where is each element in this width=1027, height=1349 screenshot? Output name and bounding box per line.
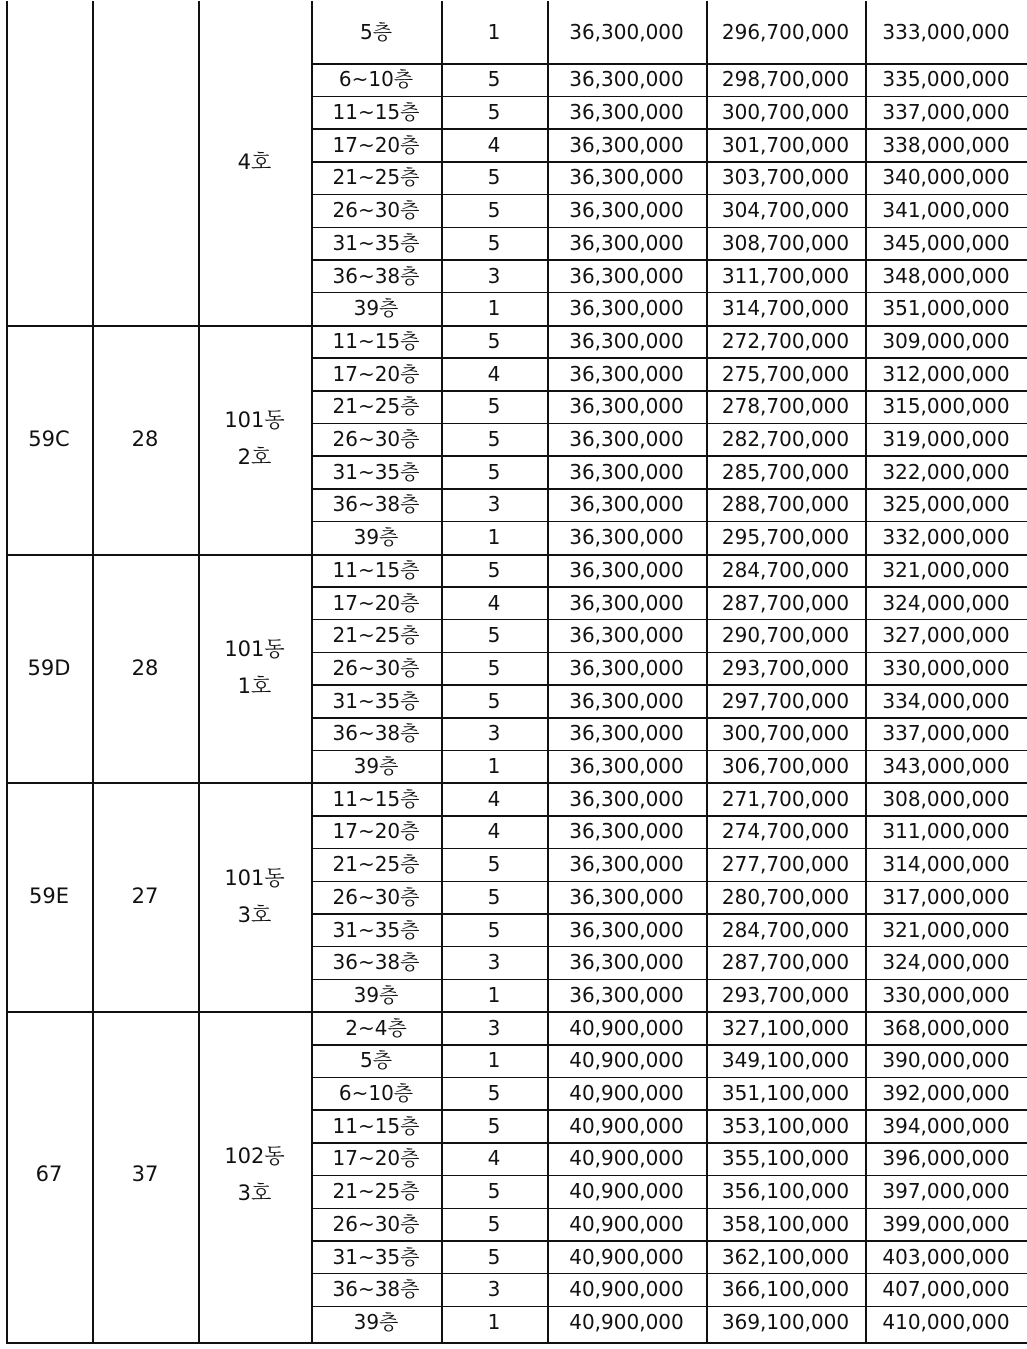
- total-price-cell: 410,000,000: [882, 1309, 1010, 1334]
- building-unit-line: 101동: [224, 637, 285, 662]
- unit-type: 59D: [27, 655, 71, 680]
- floor-cell: 17~20층: [332, 819, 420, 844]
- total-price-cell: 315,000,000: [882, 394, 1010, 419]
- floor-cell: 31~35층: [332, 230, 420, 255]
- building-unit-line: 101동: [224, 866, 285, 891]
- unit-type: 59E: [29, 884, 69, 909]
- land-price-cell: 36,300,000: [569, 198, 684, 223]
- land-price-cell: 36,300,000: [569, 786, 684, 811]
- land-price-cell: 36,300,000: [569, 361, 684, 386]
- building-price-cell: 304,700,000: [721, 198, 850, 223]
- units-cell: 5: [487, 198, 501, 223]
- land-price-cell: 40,900,000: [569, 1211, 684, 1236]
- land-price-cell: 36,300,000: [569, 20, 684, 44]
- land-price-cell: 36,300,000: [569, 884, 684, 909]
- total-price-cell: 330,000,000: [882, 655, 1010, 680]
- units-cell: 5: [487, 230, 501, 255]
- total-price-cell: 308,000,000: [882, 786, 1010, 811]
- floor-cell: 26~30층: [332, 427, 420, 452]
- units-cell: 4: [487, 819, 501, 844]
- units-cell: 5: [487, 165, 501, 190]
- units-cell: 5: [487, 100, 501, 125]
- floor-cell: 26~30층: [332, 198, 420, 223]
- building-price-cell: 353,100,000: [721, 1113, 850, 1138]
- floor-cell: 26~30층: [332, 884, 420, 909]
- land-price-cell: 36,300,000: [569, 557, 684, 582]
- total-price-cell: 338,000,000: [882, 132, 1010, 157]
- total-price-cell: 368,000,000: [882, 1015, 1010, 1040]
- land-price-cell: 36,300,000: [569, 492, 684, 517]
- floor-cell: 17~20층: [332, 590, 420, 615]
- floor-cell: 11~15층: [332, 557, 420, 582]
- unit-type: 67: [35, 1162, 63, 1187]
- total-price-cell: 335,000,000: [882, 67, 1010, 92]
- total-price-cell: 314,000,000: [882, 852, 1010, 877]
- building-unit-line: 1호: [237, 673, 272, 698]
- floor-cell: 6~10층: [338, 67, 414, 92]
- floor-cell: 11~15층: [332, 100, 420, 125]
- total-price-cell: 345,000,000: [882, 230, 1010, 255]
- building-price-cell: 358,100,000: [721, 1211, 850, 1236]
- land-price-cell: 36,300,000: [569, 263, 684, 288]
- units-cell: 5: [487, 394, 501, 419]
- building-price-cell: 298,700,000: [721, 67, 850, 92]
- total-price-cell: 396,000,000: [882, 1146, 1010, 1171]
- building-price-cell: 277,700,000: [721, 852, 850, 877]
- floor-cell: 2~4층: [345, 1015, 407, 1040]
- floor-cell: 11~15층: [332, 328, 420, 353]
- building-price-cell: 271,700,000: [721, 786, 850, 811]
- units-cell: 5: [487, 427, 501, 452]
- units-cell: 5: [487, 1179, 501, 1204]
- floor-cell: 17~20층: [332, 361, 420, 386]
- units-cell: 5: [487, 917, 501, 942]
- units-cell: 4: [487, 786, 501, 811]
- land-price-cell: 36,300,000: [569, 328, 684, 353]
- land-price-cell: 40,900,000: [569, 1277, 684, 1302]
- total-units: 28: [131, 655, 159, 680]
- land-price-cell: 36,300,000: [569, 525, 684, 550]
- building-price-cell: 349,100,000: [721, 1048, 850, 1073]
- building-unit: [198, 1, 311, 325]
- floor-cell: 31~35층: [332, 459, 420, 484]
- building-price-cell: 300,700,000: [721, 721, 850, 746]
- land-price-cell: 36,300,000: [569, 950, 684, 975]
- total-units: 27: [131, 884, 159, 909]
- total-price-cell: 392,000,000: [882, 1081, 1010, 1106]
- units-cell: 5: [487, 884, 501, 909]
- building-price-cell: 288,700,000: [721, 492, 850, 517]
- land-price-cell: 40,900,000: [569, 1113, 684, 1138]
- building-price-cell: 327,100,000: [721, 1015, 850, 1040]
- unit-type: 59C: [28, 426, 70, 451]
- floor-cell: 39층: [353, 754, 399, 779]
- land-price-cell: 36,300,000: [569, 721, 684, 746]
- total-units: 28: [131, 426, 159, 451]
- units-cell: 5: [487, 688, 501, 713]
- building-price-cell: 282,700,000: [721, 427, 850, 452]
- units-cell: 5: [487, 655, 501, 680]
- floor-cell: 21~25층: [332, 165, 420, 190]
- total-price-cell: 321,000,000: [882, 557, 1010, 582]
- floor-cell: 36~38층: [332, 263, 420, 288]
- total-price-cell: 394,000,000: [882, 1113, 1010, 1138]
- building-price-cell: 280,700,000: [721, 884, 850, 909]
- building-unit-line: 2호: [237, 445, 272, 470]
- land-price-cell: 40,900,000: [569, 1081, 684, 1106]
- units-cell: 4: [487, 361, 501, 386]
- row-border: [6, 1342, 1027, 1344]
- floor-cell: 6~10층: [338, 1081, 414, 1106]
- floor-cell: 21~25층: [332, 394, 420, 419]
- unit-type: [6, 1, 92, 325]
- units-cell: 4: [487, 590, 501, 615]
- building-price-cell: 296,700,000: [721, 20, 850, 44]
- units-cell: 5: [487, 1113, 501, 1138]
- building-price-cell: 287,700,000: [721, 950, 850, 975]
- land-price-cell: 36,300,000: [569, 688, 684, 713]
- land-price-cell: 36,300,000: [569, 230, 684, 255]
- units-cell: 1: [487, 754, 501, 779]
- building-price-cell: 301,700,000: [721, 132, 850, 157]
- floor-cell: 39층: [353, 1309, 399, 1334]
- units-cell: 5: [487, 1211, 501, 1236]
- total-price-cell: 324,000,000: [882, 950, 1010, 975]
- total-price-cell: 333,000,000: [882, 20, 1010, 44]
- units-cell: 5: [487, 459, 501, 484]
- building-price-cell: 272,700,000: [721, 328, 850, 353]
- total-price-cell: 340,000,000: [882, 165, 1010, 190]
- floor-cell: 21~25층: [332, 852, 420, 877]
- building-unit: [198, 1011, 311, 1338]
- land-price-cell: 36,300,000: [569, 982, 684, 1007]
- land-price-cell: 40,900,000: [569, 1179, 684, 1204]
- units-cell: 3: [487, 1277, 501, 1302]
- floor-cell: 11~15층: [332, 786, 420, 811]
- units-cell: 5: [487, 623, 501, 648]
- land-price-cell: 36,300,000: [569, 394, 684, 419]
- floor-cell: 21~25층: [332, 1179, 420, 1204]
- units-cell: 3: [487, 721, 501, 746]
- total-price-cell: 309,000,000: [882, 328, 1010, 353]
- floor-cell: 21~25층: [332, 623, 420, 648]
- building-price-cell: 369,100,000: [721, 1309, 850, 1334]
- floor-cell: 39층: [353, 525, 399, 550]
- floor-cell: 5층: [359, 1048, 393, 1073]
- floor-cell: 36~38층: [332, 1277, 420, 1302]
- floor-cell: 11~15층: [332, 1113, 420, 1138]
- building-unit: [198, 782, 311, 1011]
- land-price-cell: 36,300,000: [569, 427, 684, 452]
- total-price-cell: 317,000,000: [882, 884, 1010, 909]
- building-price-cell: 356,100,000: [721, 1179, 850, 1204]
- floor-cell: 5층: [359, 20, 393, 44]
- land-price-cell: 36,300,000: [569, 132, 684, 157]
- land-price-cell: 36,300,000: [569, 852, 684, 877]
- total-price-cell: 319,000,000: [882, 427, 1010, 452]
- units-cell: 5: [487, 557, 501, 582]
- units-cell: 3: [487, 950, 501, 975]
- building-price-cell: 278,700,000: [721, 394, 850, 419]
- floor-cell: 31~35층: [332, 1244, 420, 1269]
- total-price-cell: 334,000,000: [882, 688, 1010, 713]
- units-cell: 5: [487, 67, 501, 92]
- total-price-cell: 332,000,000: [882, 525, 1010, 550]
- total-price-cell: 397,000,000: [882, 1179, 1010, 1204]
- floor-cell: 39층: [353, 296, 399, 321]
- building-unit: [198, 325, 311, 554]
- building-price-cell: 285,700,000: [721, 459, 850, 484]
- land-price-cell: 40,900,000: [569, 1244, 684, 1269]
- land-price-cell: 36,300,000: [569, 623, 684, 648]
- floor-cell: 26~30층: [332, 1211, 420, 1236]
- total-units: 37: [131, 1162, 159, 1187]
- floor-cell: 17~20층: [332, 132, 420, 157]
- total-price-cell: 399,000,000: [882, 1211, 1010, 1236]
- total-price-cell: 311,000,000: [882, 819, 1010, 844]
- land-price-cell: 40,900,000: [569, 1146, 684, 1171]
- land-price-cell: 40,900,000: [569, 1309, 684, 1334]
- total-price-cell: 337,000,000: [882, 100, 1010, 125]
- total-price-cell: 330,000,000: [882, 982, 1010, 1007]
- total-price-cell: 403,000,000: [882, 1244, 1010, 1269]
- total-price-cell: 325,000,000: [882, 492, 1010, 517]
- units-cell: 1: [487, 982, 501, 1007]
- building-unit-line: 3호: [237, 902, 272, 927]
- building-unit-line: 101동: [224, 408, 285, 433]
- building-price-cell: 284,700,000: [721, 557, 850, 582]
- total-price-cell: 407,000,000: [882, 1277, 1010, 1302]
- building-price-cell: 362,100,000: [721, 1244, 850, 1269]
- total-price-cell: 351,000,000: [882, 296, 1010, 321]
- floor-cell: 31~35층: [332, 917, 420, 942]
- floor-cell: 17~20층: [332, 1146, 420, 1171]
- building-unit-line: 102동: [224, 1144, 285, 1169]
- units-cell: 3: [487, 263, 501, 288]
- land-price-cell: 40,900,000: [569, 1048, 684, 1073]
- land-price-cell: 40,900,000: [569, 1015, 684, 1040]
- land-price-cell: 36,300,000: [569, 67, 684, 92]
- land-price-cell: 36,300,000: [569, 165, 684, 190]
- building-price-cell: 308,700,000: [721, 230, 850, 255]
- floor-cell: 36~38층: [332, 950, 420, 975]
- building-unit-line: 3호: [237, 1180, 272, 1205]
- land-price-cell: 36,300,000: [569, 754, 684, 779]
- land-price-cell: 36,300,000: [569, 655, 684, 680]
- building-price-cell: 295,700,000: [721, 525, 850, 550]
- building-unit-line: 4호: [237, 150, 272, 175]
- total-price-cell: 343,000,000: [882, 754, 1010, 779]
- total-price-cell: 321,000,000: [882, 917, 1010, 942]
- total-price-cell: 390,000,000: [882, 1048, 1010, 1073]
- floor-cell: 31~35층: [332, 688, 420, 713]
- land-price-cell: 36,300,000: [569, 917, 684, 942]
- units-cell: 3: [487, 492, 501, 517]
- land-price-cell: 36,300,000: [569, 590, 684, 615]
- building-price-cell: 287,700,000: [721, 590, 850, 615]
- units-cell: 1: [487, 296, 501, 321]
- total-price-cell: 341,000,000: [882, 198, 1010, 223]
- floor-cell: 39층: [353, 982, 399, 1007]
- floor-cell: 36~38층: [332, 721, 420, 746]
- building-price-cell: 293,700,000: [721, 655, 850, 680]
- building-price-cell: 303,700,000: [721, 165, 850, 190]
- units-cell: 1: [487, 20, 501, 44]
- building-price-cell: 306,700,000: [721, 754, 850, 779]
- units-cell: 5: [487, 852, 501, 877]
- land-price-cell: 36,300,000: [569, 296, 684, 321]
- building-price-cell: 300,700,000: [721, 100, 850, 125]
- building-price-cell: 275,700,000: [721, 361, 850, 386]
- total-price-cell: 327,000,000: [882, 623, 1010, 648]
- building-price-cell: 314,700,000: [721, 296, 850, 321]
- building-price-cell: 274,700,000: [721, 819, 850, 844]
- units-cell: 1: [487, 525, 501, 550]
- floor-cell: 26~30층: [332, 655, 420, 680]
- total-price-cell: 322,000,000: [882, 459, 1010, 484]
- units-cell: 5: [487, 1244, 501, 1269]
- units-cell: 1: [487, 1048, 501, 1073]
- building-price-cell: 297,700,000: [721, 688, 850, 713]
- land-price-cell: 36,300,000: [569, 459, 684, 484]
- building-price-cell: 366,100,000: [721, 1277, 850, 1302]
- units-cell: 3: [487, 1015, 501, 1040]
- land-price-cell: 36,300,000: [569, 819, 684, 844]
- building-price-cell: 293,700,000: [721, 982, 850, 1007]
- building-price-cell: 311,700,000: [721, 263, 850, 288]
- total-price-cell: 324,000,000: [882, 590, 1010, 615]
- floor-cell: 36~38층: [332, 492, 420, 517]
- total-units: [92, 1, 198, 325]
- building-price-cell: 355,100,000: [721, 1146, 850, 1171]
- building-price-cell: 290,700,000: [721, 623, 850, 648]
- total-price-cell: 312,000,000: [882, 361, 1010, 386]
- building-price-cell: 351,100,000: [721, 1081, 850, 1106]
- land-price-cell: 36,300,000: [569, 100, 684, 125]
- building-price-cell: 284,700,000: [721, 917, 850, 942]
- units-cell: 5: [487, 328, 501, 353]
- units-cell: 4: [487, 1146, 501, 1171]
- units-cell: 1: [487, 1309, 501, 1334]
- total-price-cell: 337,000,000: [882, 721, 1010, 746]
- units-cell: 4: [487, 132, 501, 157]
- building-unit: [198, 554, 311, 783]
- total-price-cell: 348,000,000: [882, 263, 1010, 288]
- units-cell: 5: [487, 1081, 501, 1106]
